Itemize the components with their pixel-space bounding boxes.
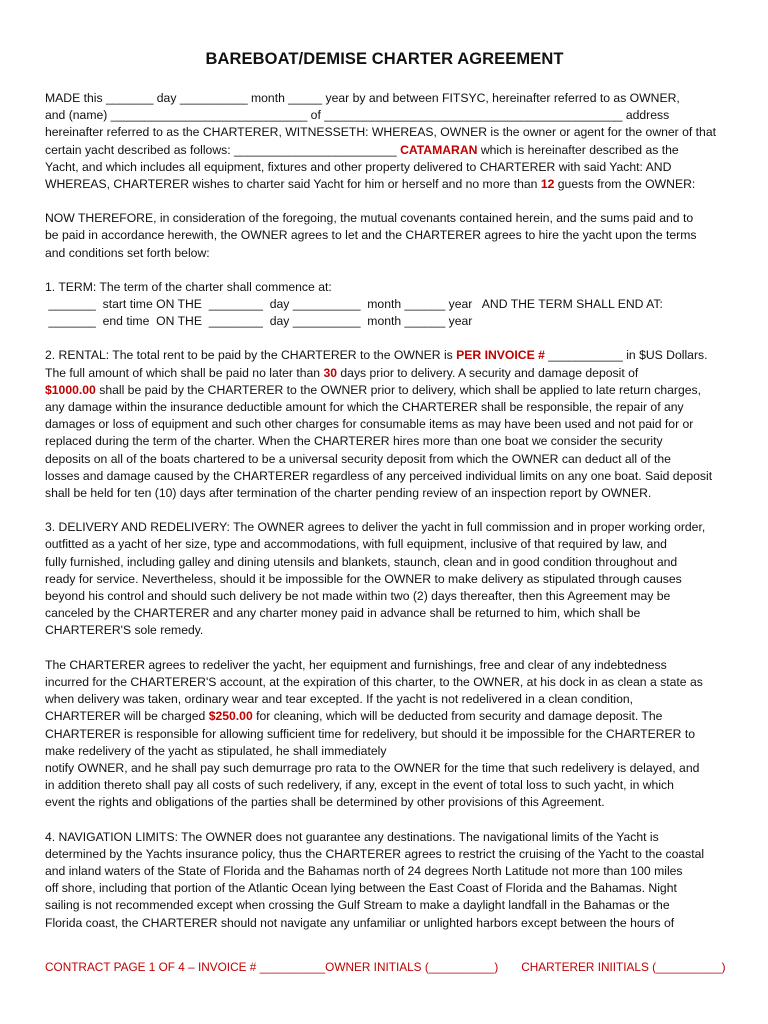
text-segment: ___________ in $US Dollars. bbox=[548, 348, 708, 363]
text-line: CHARTERER'S sole remedy. bbox=[45, 623, 204, 638]
intro-paragraph bbox=[45, 90, 724, 193]
term-start-row: _______ start time ON THE ________ day __________ month ______ year AND THE TERM SHALL END AT: bbox=[45, 297, 663, 312]
text-line: canceled by the CHARTERER and any charter money paid in advance shall be returned to him, which shall be bbox=[45, 606, 641, 621]
text-line: when delivery was taken, ordinary wear and tear excepted. If the yacht is not redelivered in a clean condition, bbox=[45, 692, 634, 707]
guest-limit-highlight: 12 bbox=[540, 177, 555, 192]
text-segment: 2. RENTAL: The total rent to be paid by the CHARTERER to the OWNER is bbox=[45, 348, 457, 363]
rental-section bbox=[45, 347, 724, 502]
text-line bbox=[45, 142, 724, 159]
text-line: deposits on all of the boats chartered to be a universal security deposit from which the OWNER can deduct all of the bbox=[45, 451, 671, 466]
text-line: outfitted as a yacht of her size, type and accommodations, with full equipment, inclusive of that required by law, and bbox=[45, 537, 667, 552]
text-line: and (name) _____________________________ of ____________________________________________ address bbox=[45, 108, 670, 123]
text-segment: CHARTERER will be charged bbox=[45, 709, 209, 724]
text-segment: WHEREAS, CHARTERER wishes to charter said Yacht for him or herself and no more than bbox=[45, 177, 541, 192]
text-line: beyond his control and should such delivery be not made within two (2) days thereafter, then this Agreement may be bbox=[45, 589, 671, 604]
text-line: event the rights and obligations of the parties shall be determined by other provisions of this Agreement. bbox=[45, 795, 605, 810]
text-segment: The full amount of which shall be paid no later than bbox=[45, 365, 324, 380]
text-line: losses and damage caused by the CHARTERER regardless of any perceived individual limits on any one boat. Said deposit bbox=[45, 468, 713, 483]
text-line: The CHARTERER agrees to redeliver the yacht, her equipment and furnishings, free and clear of any indebtedness bbox=[45, 657, 667, 672]
text-line: 3. DELIVERY AND REDELIVERY: The OWNER agrees to deliver the yacht in full commission and in proper working order, bbox=[45, 520, 706, 535]
text-line: MADE this _______ day __________ month _____ year by and between FITSYC, hereinafter referred to as OWNER, bbox=[45, 91, 680, 105]
text-line: Florida coast, the CHARTERER should not navigate any unfamiliar or unlighted harbors except between the hours of bbox=[45, 915, 675, 930]
text-line bbox=[45, 176, 724, 193]
text-segment: which is hereinafter described as the bbox=[477, 142, 679, 157]
text-line: Yacht, and which includes all equipment, fixtures and other property delivered to CHARTERER with said Yacht: AND bbox=[45, 159, 672, 174]
text-segment: guests from the OWNER: bbox=[554, 177, 696, 192]
text-line: shall be held for ten (10) days after termination of the charter pending review of an inspection report by OWNER. bbox=[45, 486, 652, 501]
term-section bbox=[45, 279, 724, 331]
text-segment: for cleaning, which will be deducted from security and damage deposit. The bbox=[252, 709, 663, 724]
cleaning-fee-highlight: $250.00 bbox=[208, 709, 253, 724]
text-line: 4. NAVIGATION LIMITS: The OWNER does not guarantee any destinations. The navigational limits of the Yacht is bbox=[45, 829, 659, 844]
text-line: and inland waters of the State of Florida and the Bahamas north of 24 degrees North Latitude not more than 100 miles bbox=[45, 863, 683, 878]
text-line: damages or loss of equipment and such other charges for consumable items as may have been used and not paid for or bbox=[45, 417, 694, 432]
text-line: in addition thereto shall pay all costs of such redelivery, if any, except in the event of total loss to such yacht, in which bbox=[45, 778, 674, 793]
text-line: off shore, including that portion of the Atlantic Ocean lying between the East Coast of Florida and the Bahamas. Night bbox=[45, 881, 677, 896]
text-line: replaced during the term of the charter. When the CHARTERER hires more than one boat we consider the security bbox=[45, 434, 663, 449]
text-line: hereinafter referred to as the CHARTERER, WITNESSETH: WHEREAS, OWNER is the owner or agent for the owner of that bbox=[45, 125, 717, 140]
text-line: fully furnished, including galley and dining utensils and blankets, staunch, clean and in good condition throughout and bbox=[45, 554, 678, 569]
text-line bbox=[45, 365, 724, 382]
invoice-highlight: PER INVOICE # bbox=[456, 348, 549, 363]
yacht-type-highlight: CATAMARAN bbox=[400, 142, 478, 157]
text-line bbox=[45, 347, 724, 364]
text-segment: certain yacht described as follows: ________________________ bbox=[45, 142, 401, 157]
redelivery-paragraph bbox=[45, 657, 724, 812]
text-line: notify OWNER, and he shall pay such demurrage pro rata to the OWNER for the time that such redelivery is delayed, and bbox=[45, 760, 700, 775]
days-highlight: 30 bbox=[323, 365, 338, 380]
term-end-row: _______ end time ON THE ________ day __________ month ______ year bbox=[45, 314, 473, 329]
navigation-section bbox=[45, 829, 724, 932]
deposit-highlight: $1000.00 bbox=[45, 382, 96, 397]
page-footer: CONTRACT PAGE 1 OF 4 – INVOICE # __________OWNER INITIALS (__________) CHARTERER INIITIALS (__________) bbox=[45, 960, 726, 974]
text-segment: shall be paid by the CHARTERER to the OWNER prior to delivery, which shall be applied to late return charges, bbox=[95, 382, 701, 397]
text-line: be paid in accordance herewith, the OWNER agrees to let and the CHARTERER agrees to hire the yacht upon the terms bbox=[45, 228, 697, 243]
text-line: incurred for the CHARTERER'S account, at the expiration of this charter, to the OWNER, at his dock in as clean a state as bbox=[45, 674, 703, 689]
text-line: determined by the Yachts insurance policy, thus the CHARTERER agrees to restrict the cruising of the Yacht to the coastal bbox=[45, 846, 705, 861]
text-line: and conditions set forth below: bbox=[45, 245, 210, 260]
text-line bbox=[45, 382, 724, 399]
delivery-section bbox=[45, 519, 724, 639]
text-line: make redelivery of the yacht as stipulated, he shall immediately bbox=[45, 743, 387, 758]
text-line bbox=[45, 708, 724, 725]
text-line: sailing is not recommended except when crossing the Gulf Stream to make a daylight landfall in the Bahamas or the bbox=[45, 898, 670, 913]
text-line: ready for service. Nevertheless, should it be impossible for the OWNER to make delivery as stipulated through causes bbox=[45, 571, 682, 586]
document-title: BAREBOAT/DEMISE CHARTER AGREEMENT bbox=[205, 50, 564, 68]
now-therefore-paragraph bbox=[45, 210, 724, 262]
term-heading: 1. TERM: The term of the charter shall commence at: bbox=[45, 279, 332, 294]
text-line: NOW THEREFORE, in consideration of the foregoing, the mutual covenants contained herein, and the sums paid and to bbox=[45, 211, 694, 226]
text-line: CHARTERER is responsible for allowing sufficient time for redelivery, but should it be impossible for the CHARTERER to bbox=[45, 726, 696, 741]
text-segment: days prior to delivery. A security and damage deposit of bbox=[337, 365, 639, 380]
text-line: any damage within the insurance deductible amount for which the CHARTERER shall be responsible, the repair of any bbox=[45, 400, 684, 415]
